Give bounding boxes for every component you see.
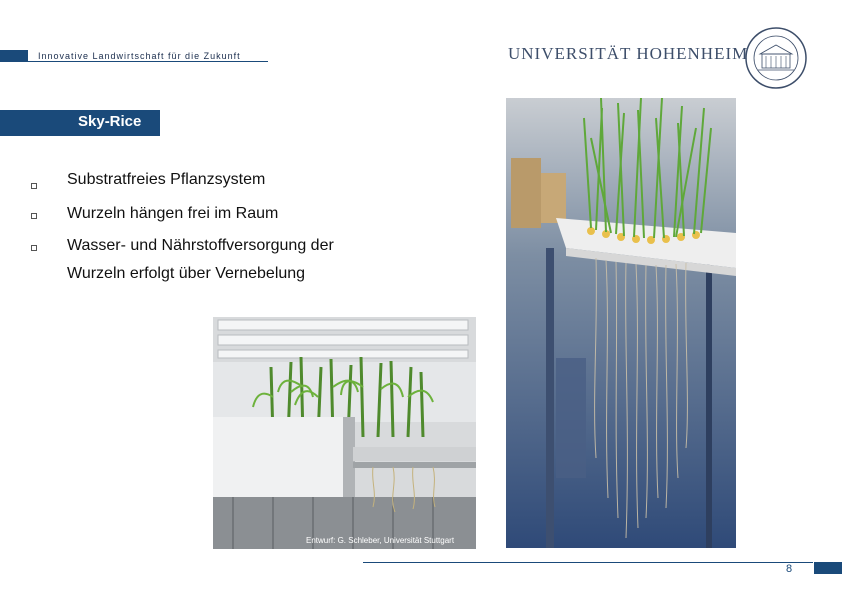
bullet-item-2: Wurzeln hängen frei im Raum [67,205,279,222]
page-number: 8 [786,563,793,575]
header-underline [28,61,268,62]
footer-line [363,562,813,563]
footer-accent-box [814,562,842,574]
sky-rice-rendering [213,317,476,549]
section-title: Sky-Rice [78,113,142,130]
university-name: UNIVERSITÄT HOHENHEIM [508,44,749,63]
bullet-marker-icon [31,183,37,189]
university-seal-icon [744,26,808,90]
rice-roots-photo [506,98,736,548]
header-accent-bar [0,50,28,62]
bullet-item-1: Substratfreies Pflanzsystem [67,171,266,188]
bullet-item-3-line1: Wasser- und Nährstoffversorgung der [67,237,334,254]
bullet-marker-icon [31,213,37,219]
image-caption: Entwurf: G. Schleber, Universität Stuttgart [306,536,455,545]
bullet-marker-icon [31,245,37,251]
header-tagline: Innovative Landwirtschaft für die Zukunft [38,51,241,61]
bullet-item-3-line2: Wurzeln erfolgt über Vernebelung [67,265,306,282]
